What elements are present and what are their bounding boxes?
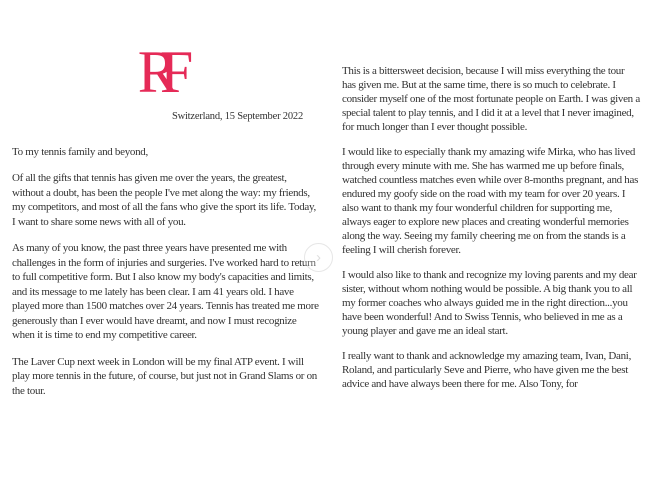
salutation: To my tennis family and beyond, — [12, 145, 148, 158]
letter-paragraph: The Laver Cup next week in London will be my final ATP event. I will play more tennis in the future, of course, but just not in Grand Slams or on the tour. — [12, 355, 318, 397]
logo-container — [12, 39, 319, 105]
carousel-next-button[interactable] — [304, 243, 333, 272]
letter-paragraph: This is a bittersweet decision, because I will miss everything the tour has given me. But at the same time, there is so much to celebrate. I consider myself one of the most fortunate people on Earth. I was given a special talent to play tennis, and I did it at a level that I never imagined, for much longer than I ever thought possible. — [342, 65, 640, 133]
letter-paragraph: I really want to thank and acknowledge my amazing team, Ivan, Dani, Roland, and particularly Seve and Pierre, who have given me the best advice and have always been there for me. Also Tony, for — [342, 350, 632, 390]
letter-paragraph: I would like to especially thank my amazing wife Mirka, who has lived through every minute with me. She has warmed me up before finals, watched countless matches even while over 8-months pregnant, and has endured my goofy side on the road with my team for over 20 years. I also want to thank my four wonderful children for supporting me, always eager to explore new places and creating wonderful memories along the way. Seeing my family cheering me on from the stands is a feeling I will cherish forever. — [342, 146, 639, 256]
logo-letter-r: R — [137, 39, 160, 105]
letter-paragraph: Of all the gifts that tennis has given me over the years, the greatest, without a doubt, has been the people I've met along the way: my friends, my competitors, and most of all the fans who give the sport its life. Today, I want to share some news with all of you. — [12, 172, 316, 228]
letter-paragraph: As many of you know, the past three years have presented me with challenges in the form of injuries and surgeries. I've worked hard to return to full competitive form. But I also know my body's capacities and limits, and its message to me lately has been clear. I am 41 years old. I have played more than 1500 matches over 24 years. Tennis has treated me more generously than I ever would have dreamt, and now I must recognize when it is time to end my competitive career. — [12, 242, 319, 341]
dateline: Switzerland, 15 September 2022 — [171, 111, 303, 122]
rf-monogram-logo — [138, 39, 193, 105]
chevron-right-icon: › — [316, 249, 321, 266]
letter-paragraph: I would also like to thank and recognize my loving parents and my dear sister, without whom nothing would be possible. A big thank you to all my former coaches who always guided me in the right direction...you have been wonderful! And to Swiss Tennis, who believed in me as a young player and gave me an ideal start. — [342, 269, 637, 337]
logo-letter-f: F — [159, 39, 176, 105]
letter-right-column — [342, 64, 640, 402]
letter-left-column — [12, 0, 319, 410]
